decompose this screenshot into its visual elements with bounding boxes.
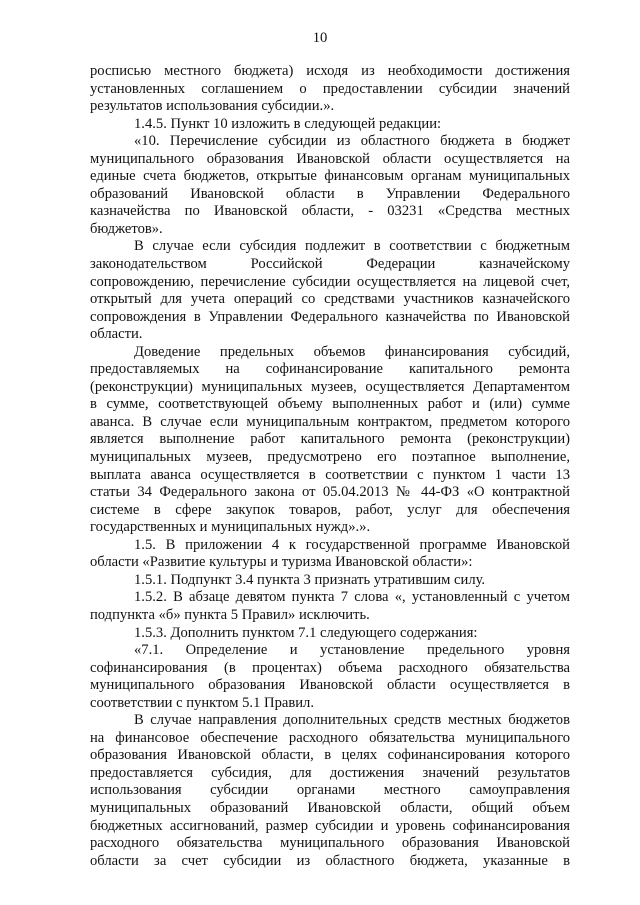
- text-line: муниципального образования Ивановской области осуществляется в: [90, 677, 570, 694]
- text-line: муниципального образования Ивановской области осуществляется на: [90, 150, 570, 167]
- text-line: расходного обязательства муниципального образования Ивановской: [90, 835, 570, 852]
- text-line: области «Развитие культуры и туризма Ивановской области»:: [90, 554, 473, 571]
- text-line: области.: [90, 326, 143, 343]
- text-line: «10. Перечисление субсидии из областного бюджета в бюджет: [134, 133, 570, 150]
- text-line: соответствии с пунктом 5.1 Правил.: [90, 694, 314, 711]
- text-line: статьи 34 Федерального закона от 05.04.2013 № 44-ФЗ «О контрактной: [90, 484, 570, 501]
- text-line: сопровождения в Управлении Федерального казначейства по Ивановской: [90, 308, 570, 325]
- text-line: установленных соглашением о предоставлении субсидии значений: [90, 80, 570, 97]
- text-line: в сумме, соответствующей объему выполненных работ и (или) сумме: [90, 396, 570, 413]
- text-line: законодательством Российской Федерации казначейскому: [90, 256, 570, 273]
- text-line: области за счет субсидии из областного бюджета, указанные в: [90, 852, 570, 869]
- text-line: Доведение предельных объемов финансирования субсидий,: [134, 343, 570, 360]
- document-body: [90, 63, 570, 870]
- text-line: (реконструкции) муниципальных музеев, осуществляется Департаментом: [90, 378, 570, 395]
- text-line: В случае направления дополнительных средств местных бюджетов: [134, 712, 570, 729]
- text-line: казначейства по Ивановской области, - 03231 «Средства местных: [90, 203, 570, 220]
- text-line: софинансирования (в процентах) объема расходного обязательства: [90, 659, 570, 676]
- text-line: результатов использования субсидии.».: [90, 98, 335, 115]
- text-line: выплата аванса осуществляется в соответствии с пунктом 1 части 13: [90, 466, 570, 483]
- text-line: является выполнение работ капитального ремонта (реконструкции): [90, 431, 570, 448]
- text-line: предоставляется субсидия, для достижения значений результатов: [90, 764, 570, 781]
- text-line: 1.5.2. В абзаце девятом пункта 7 слова «, установленный с учетом: [134, 589, 570, 606]
- text-line: муниципальных образований Ивановской области, общий объем: [90, 799, 570, 816]
- page-number: 10: [312, 30, 328, 46]
- text-line: росписью местного бюджета) исходя из необходимости достижения: [90, 63, 570, 79]
- text-line: В случае если субсидия подлежит в соответствии с бюджетным: [134, 238, 570, 255]
- text-line: системе в сфере закупок товаров, работ, услуг для обеспечения: [90, 501, 570, 518]
- text-line: бюджетных ассигнований, размер субсидии и уровень софинансирования: [90, 817, 570, 834]
- text-line: открытый для учета операций со средствами участников казначейского: [90, 291, 570, 308]
- text-line: 1.5.3. Дополнить пунктом 7.1 следующего содержания:: [134, 624, 478, 641]
- text-line: 1.5. В приложении 4 к государственной программе Ивановской: [134, 536, 570, 553]
- text-line: бюджетов».: [90, 220, 163, 237]
- text-line: предоставляемых на софинансирование капитального ремонта: [90, 361, 570, 378]
- text-line: государственных и муниципальных нужд».».: [90, 519, 371, 536]
- text-line: сопровождению, перечисление субсидии осуществляется на лицевой счет,: [90, 273, 570, 290]
- text-line: муниципальных музеев, предусмотрено его поэтапное выполнение,: [90, 449, 570, 466]
- text-line: аванса. В случае если муниципальным контрактом, предметом которого: [90, 413, 570, 430]
- text-line: подпункта «б» пункта 5 Правил» исключить.: [90, 606, 370, 623]
- text-line: 1.5.1. Подпункт 3.4 пункта 3 признать утратившим силу.: [134, 571, 486, 588]
- text-line: 1.4.5. Пункт 10 изложить в следующей редакции:: [134, 115, 442, 132]
- text-line: использования субсидии органами местного самоуправления: [90, 782, 570, 799]
- text-line: единые счета бюджетов, открытые финансовым органам муниципальных: [90, 168, 570, 185]
- text-line: образований Ивановской области в Управлении Федерального: [90, 185, 570, 202]
- text-line: на финансовое обеспечение расходного обязательства муниципального: [90, 729, 570, 746]
- text-line: образования Ивановской области, в целях софинансирования которого: [90, 747, 570, 764]
- text-line: «7.1. Определение и установление предельного уровня: [134, 642, 570, 659]
